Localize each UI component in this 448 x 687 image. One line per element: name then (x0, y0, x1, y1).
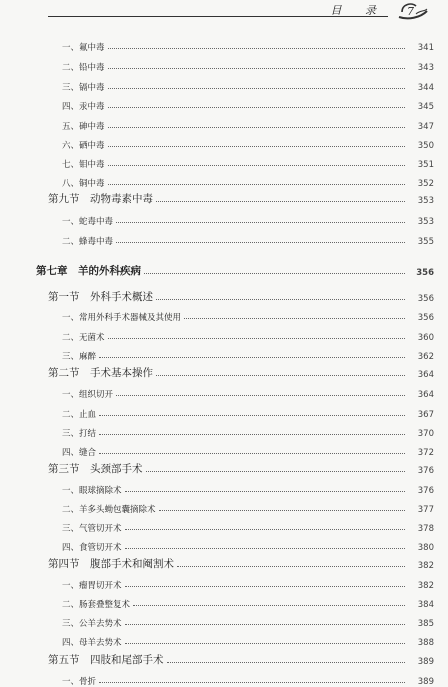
toc-page-number: 372 (417, 448, 434, 458)
toc-page-number: 343 (417, 63, 434, 73)
toc-entry-title: 一、氟中毒 (62, 43, 105, 53)
toc-item[interactable] (0, 135, 448, 151)
page-header (0, 0, 448, 24)
dot-leader (146, 471, 406, 472)
dot-leader (108, 68, 405, 69)
dot-leader (108, 107, 405, 108)
toc-item[interactable] (0, 384, 448, 400)
dot-leader (125, 491, 405, 492)
dot-leader (184, 318, 405, 319)
toc-section[interactable] (0, 190, 448, 206)
toc-page-number: 376 (417, 466, 434, 476)
toc-page-number: 356 (416, 268, 434, 278)
toc-page-number: 380 (417, 543, 434, 553)
dot-leader (116, 395, 405, 396)
page-number: 7 (407, 5, 414, 18)
toc-item[interactable] (0, 346, 448, 362)
toc-entry-title: 六、硒中毒 (62, 141, 105, 151)
dot-leader (108, 165, 405, 166)
toc-item[interactable] (0, 537, 448, 553)
toc-entry-title: 三、镉中毒 (62, 83, 105, 93)
toc-section[interactable] (0, 288, 448, 304)
toc-page-number: 360 (417, 333, 434, 343)
toc-item[interactable] (0, 77, 448, 93)
toc-page-number: 352 (417, 179, 434, 189)
dot-leader (116, 242, 405, 243)
dot-leader (99, 357, 405, 358)
toc-section[interactable] (0, 460, 448, 476)
toc-page-number: 355 (417, 237, 434, 247)
dot-leader (125, 643, 405, 644)
toc-page-number: 364 (417, 390, 434, 400)
toc-entry-title: 第五节 四肢和尾部手术 (48, 654, 164, 666)
dot-leader (177, 566, 405, 567)
toc-item[interactable] (0, 116, 448, 132)
dot-leader (156, 201, 405, 202)
toc-entry-title: 三、打结 (62, 429, 97, 439)
toc-entry-title: 八、铜中毒 (62, 179, 105, 189)
dot-leader (108, 338, 405, 339)
toc-item[interactable] (0, 671, 448, 687)
toc-page-number: 385 (417, 619, 434, 629)
toc-page-number: 341 (417, 43, 434, 53)
toc-item[interactable] (0, 57, 448, 73)
toc-item[interactable] (0, 613, 448, 629)
toc-entry-title: 二、蜂毒中毒 (62, 237, 114, 247)
dot-leader (125, 624, 405, 625)
toc-page-number: 377 (417, 505, 434, 515)
toc-entry-title: 第四节 腹部手术和阉割术 (48, 558, 174, 570)
toc-entry-title: 二、无菌术 (62, 333, 105, 343)
dot-leader (144, 273, 405, 274)
toc-entry-title: 二、止血 (62, 410, 97, 420)
toc-entry-title: 二、铅中毒 (62, 63, 105, 73)
toc-page-number: 382 (417, 561, 434, 571)
dot-leader (99, 415, 405, 416)
toc-item[interactable] (0, 499, 448, 515)
toc-entry-title: 一、眼球摘除术 (62, 486, 122, 496)
toc-item[interactable] (0, 96, 448, 112)
toc-item[interactable] (0, 575, 448, 591)
toc-page-number: 378 (417, 524, 434, 534)
dot-leader (99, 453, 405, 454)
toc-page-number: 353 (417, 217, 434, 227)
toc-entry-title: 七、钼中毒 (62, 160, 105, 170)
header-title: 目 录 (330, 4, 386, 17)
dot-leader (167, 662, 406, 663)
toc-page-number: 356 (417, 313, 434, 323)
toc-page-number: 389 (417, 657, 434, 667)
toc-page-number: 350 (417, 141, 434, 151)
toc-item[interactable] (0, 307, 448, 323)
toc-item[interactable] (0, 442, 448, 458)
toc-page-number: 351 (417, 160, 434, 170)
toc-item[interactable] (0, 423, 448, 439)
toc-entry-title: 三、气管切开术 (62, 524, 122, 534)
toc-section[interactable] (0, 651, 448, 667)
toc-entry-title: 二、肠套叠整复术 (62, 600, 131, 610)
toc-page-number: 344 (417, 83, 434, 93)
dot-leader (99, 682, 405, 683)
toc-entry-title: 三、公羊去势术 (62, 619, 122, 629)
dot-leader (156, 299, 405, 300)
toc-entry-title: 一、常用外科手术器械及其使用 (62, 313, 182, 323)
toc-page-number: 353 (417, 196, 434, 206)
toc-page-number: 367 (417, 410, 434, 420)
dot-leader (116, 222, 405, 223)
toc-page-number: 388 (417, 638, 434, 648)
dot-leader (125, 529, 405, 530)
toc-item[interactable] (0, 173, 448, 189)
toc-item[interactable] (0, 327, 448, 343)
toc-entry-title: 一、瘤胃切开术 (62, 581, 122, 591)
toc-item[interactable] (0, 211, 448, 227)
toc-page-number: 384 (417, 600, 434, 610)
publisher-logo-icon (396, 0, 430, 22)
toc-page-number: 362 (417, 352, 434, 362)
toc-item[interactable] (0, 404, 448, 420)
dot-leader (125, 586, 405, 587)
toc-item[interactable] (0, 480, 448, 496)
dot-leader (133, 605, 405, 606)
dot-leader (156, 375, 405, 376)
toc-entry-title: 一、组织切开 (62, 390, 114, 400)
toc-item[interactable] (0, 154, 448, 170)
toc-page-number: 376 (417, 486, 434, 496)
toc-entry-title: 三、麻醉 (62, 352, 97, 362)
toc-entry-title: 第九节 动物毒素中毒 (48, 193, 153, 205)
dot-leader (108, 48, 405, 49)
dot-leader (99, 434, 405, 435)
toc-entry-title: 二、羊多头蚴包囊摘除术 (62, 505, 156, 515)
toc-page-number: 382 (417, 581, 434, 591)
toc-page-number: 356 (417, 294, 434, 304)
dot-leader (159, 510, 405, 511)
toc-page-number: 345 (417, 102, 434, 112)
dot-leader (108, 146, 405, 147)
toc-item[interactable] (0, 518, 448, 534)
toc-chapter[interactable] (0, 262, 448, 278)
toc-section[interactable] (0, 555, 448, 571)
dot-leader (125, 548, 405, 549)
toc-entry-title: 四、缝合 (62, 448, 97, 458)
toc-entry-title: 四、食管切开术 (62, 543, 122, 553)
toc-page-number: 389 (417, 677, 434, 687)
toc-entry-title: 一、骨折 (62, 677, 97, 687)
toc-entry-title: 五、砷中毒 (62, 122, 105, 132)
toc-page-number: 364 (417, 370, 434, 380)
dot-leader (108, 127, 405, 128)
toc-page-number: 347 (417, 122, 434, 132)
toc-entry-title: 四、汞中毒 (62, 102, 105, 112)
toc-section[interactable] (0, 364, 448, 380)
dot-leader (108, 184, 405, 185)
toc-entry-title: 四、母羊去势术 (62, 638, 122, 648)
toc-entry-title: 第一节 外科手术概述 (48, 291, 153, 303)
toc-item[interactable] (0, 231, 448, 247)
dot-leader (108, 88, 405, 89)
toc-entry-title: 一、蛇毒中毒 (62, 217, 114, 227)
toc-item[interactable] (0, 594, 448, 610)
toc-page-number: 370 (417, 429, 434, 439)
toc-entry-title: 第三节 头颈部手术 (48, 463, 143, 475)
toc-entry-title: 第二节 手术基本操作 (48, 367, 153, 379)
toc-item[interactable] (0, 37, 448, 53)
toc-entry-title: 第七章 羊的外科疾病 (36, 265, 141, 277)
toc-item[interactable] (0, 632, 448, 648)
